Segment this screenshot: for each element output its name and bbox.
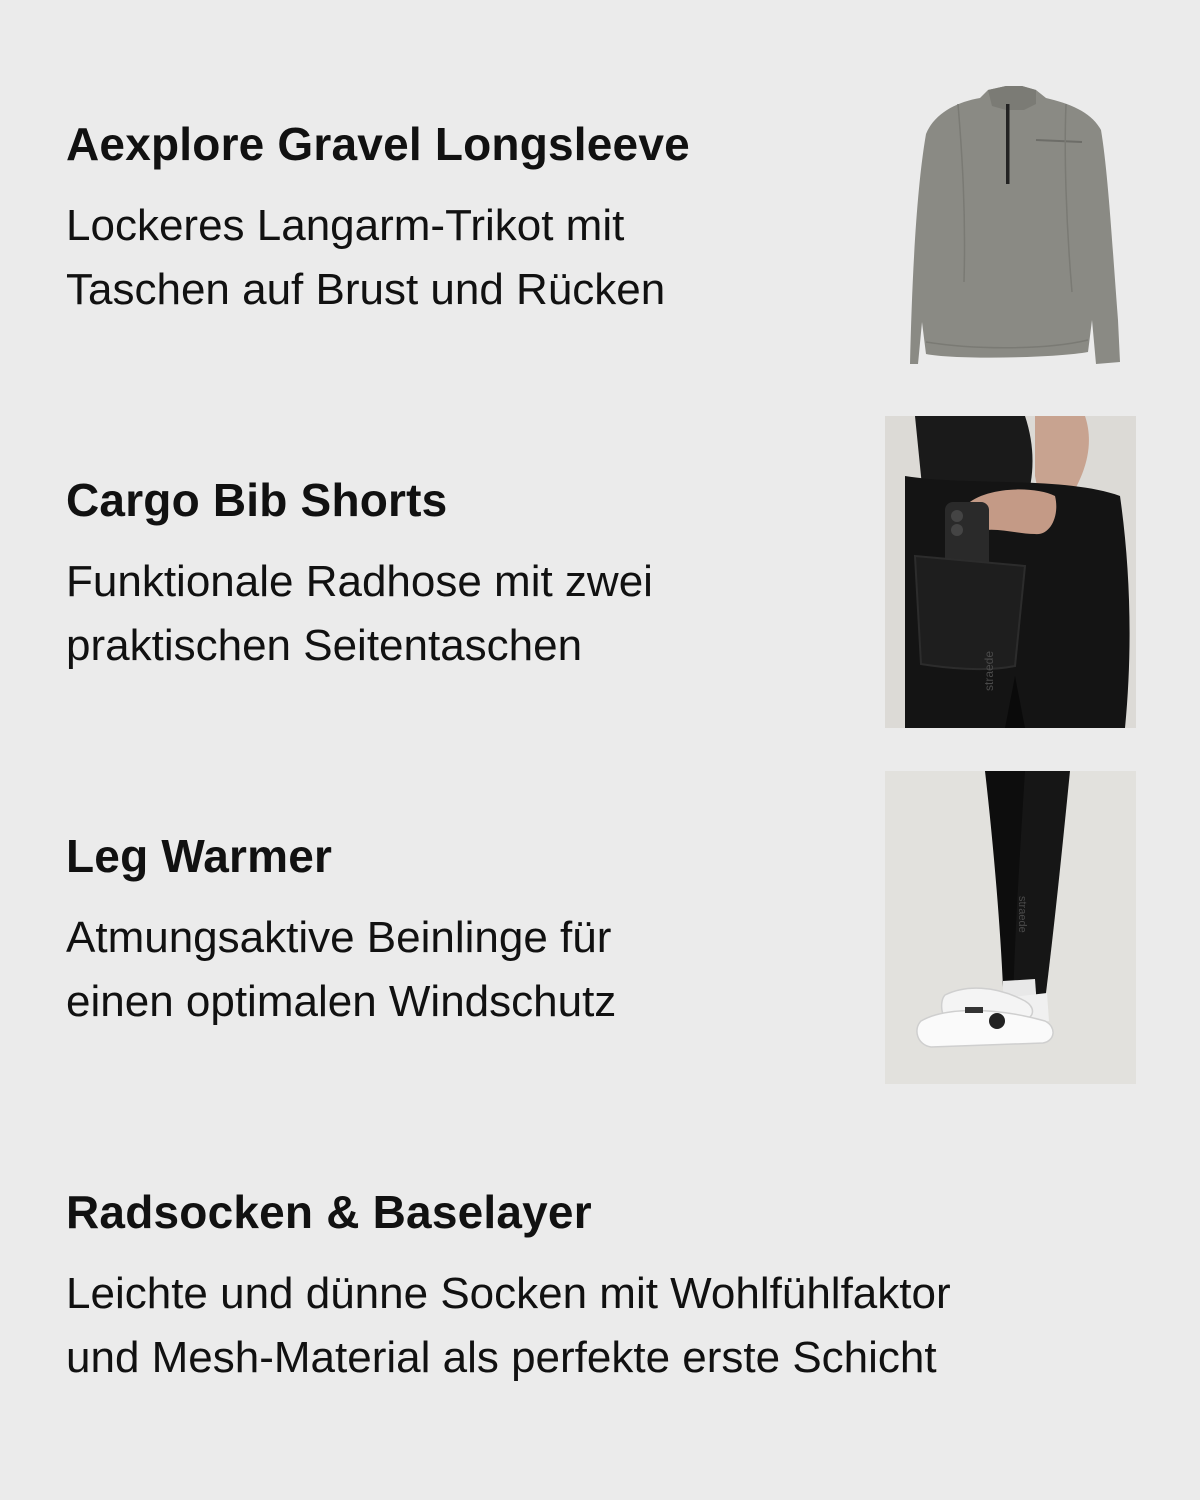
description-line: einen optimalen Windschutz — [66, 977, 617, 1026]
product-description — [66, 906, 616, 1034]
product-cargo-bib-shorts — [66, 472, 653, 678]
cargo-bib-shorts-image — [885, 416, 1136, 728]
product-aexplore-gravel-longsleeve — [66, 116, 690, 322]
description-line: Leichte und dünne Socken mit Wohlfühlfaktor — [66, 1269, 951, 1318]
leg-warmer-image — [885, 771, 1136, 1084]
product-leg-warmer — [66, 828, 616, 1034]
longsleeve-jersey-image — [896, 82, 1126, 374]
description-line: Atmungsaktive Beinlinge für — [66, 913, 612, 962]
product-description — [66, 194, 690, 322]
product-radsocken-baselayer — [66, 1184, 951, 1390]
product-title: Radsocken & Baselayer — [66, 1186, 592, 1238]
description-line: praktischen Seitentaschen — [66, 621, 583, 670]
product-title: Leg Warmer — [66, 830, 333, 882]
description-line: Taschen auf Brust und Rücken — [66, 265, 666, 314]
description-line: Lockeres Langarm-Trikot mit — [66, 201, 625, 250]
product-title: Aexplore Gravel Longsleeve — [66, 118, 690, 170]
brand-text: straede — [982, 650, 996, 691]
product-description — [66, 550, 653, 678]
description-line: und Mesh-Material als perfekte erste Schicht — [66, 1333, 937, 1382]
product-title: Cargo Bib Shorts — [66, 474, 448, 526]
brand-text: straede — [1016, 896, 1028, 933]
product-description — [66, 1262, 951, 1390]
description-line: Funktionale Radhose mit zwei — [66, 557, 653, 606]
